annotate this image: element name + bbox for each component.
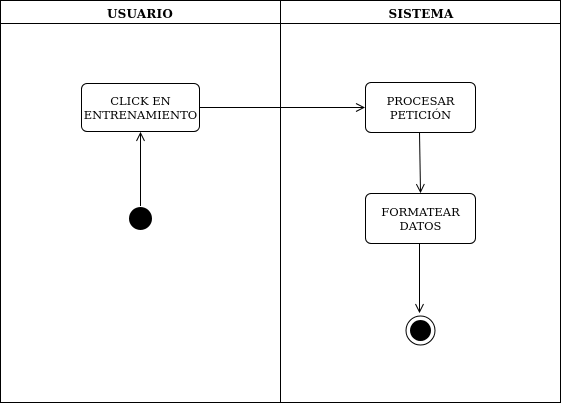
action-click-entrenamiento-label: CLICK EN ENTRENAMIENTO xyxy=(83,93,198,122)
final-node xyxy=(406,316,435,345)
final-node-inner-dot xyxy=(410,320,431,341)
action-click-entrenamiento xyxy=(81,83,200,132)
action-formatear-datos xyxy=(365,193,476,244)
lane-header-usuario: USUARIO xyxy=(107,7,173,21)
lane-header-sistema: SISTEMA xyxy=(388,7,454,21)
action-formatear-datos-label: FORMATEAR DATOS xyxy=(381,204,460,233)
action-procesar-peticion xyxy=(365,82,476,133)
action-procesar-peticion-label: PROCESAR PETICIÓN xyxy=(386,93,455,122)
initial-node xyxy=(130,208,152,230)
